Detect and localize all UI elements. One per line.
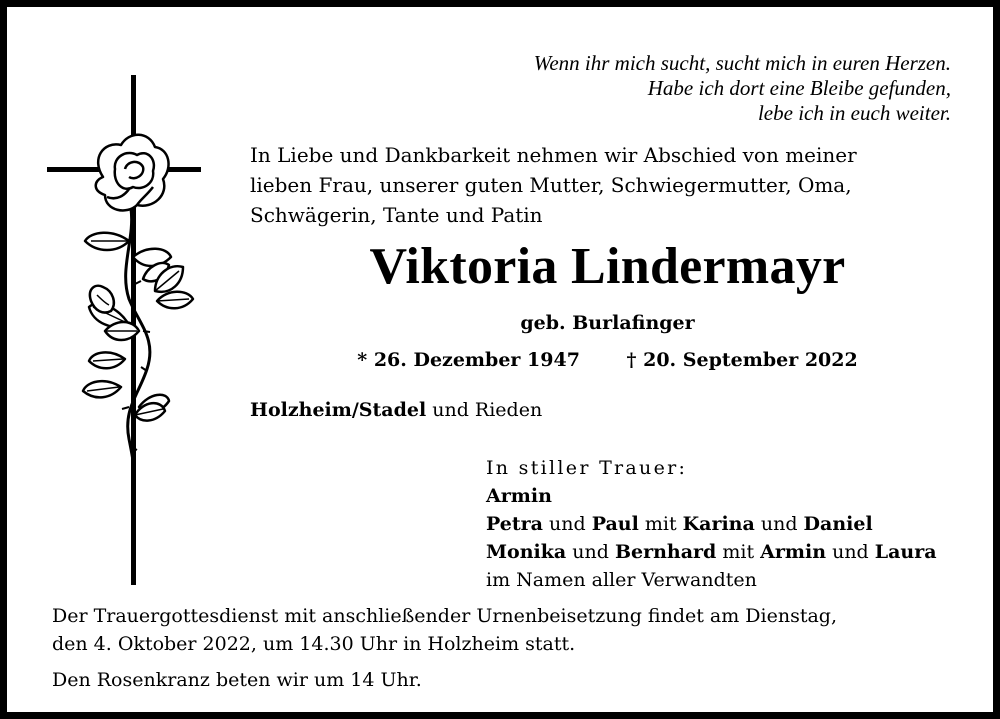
maiden-name: geb. Burlafinger <box>520 312 695 334</box>
mourner-name: Karina <box>682 513 755 535</box>
mourner-name: Bernhard <box>614 541 717 563</box>
residence-primary: Holzheim/Stadel <box>250 399 427 421</box>
residence-secondary: Rieden <box>474 399 543 421</box>
residence <box>250 395 542 425</box>
mourner-connector: mit <box>638 513 683 535</box>
life-dates <box>250 345 965 375</box>
poem-line: lebe ich in euch weiter. <box>757 101 951 125</box>
mourner-name: Armin <box>486 485 552 507</box>
intro-line: In Liebe und Dankbarkeit nehmen wir Abschied von meiner <box>250 143 857 167</box>
mourner-name: Armin <box>760 541 827 563</box>
poem-line: Wenn ihr mich sucht, sucht mich in euren Herzen. <box>533 51 951 75</box>
cross-with-rose-icon <box>43 69 213 589</box>
service-info <box>52 602 972 694</box>
intro-line: lieben Frau, unserer guten Mutter, Schwiegermutter, Oma, <box>250 173 852 197</box>
service-line: Der Trauergottesdienst mit anschließender Urnenbeisetzung findet am Dienstag, <box>52 605 838 627</box>
service-line: den 4. Oktober 2022, um 14.30 Uhr in Holzheim statt. <box>52 633 576 655</box>
poem <box>534 51 951 126</box>
mourner-connector: und <box>542 513 592 535</box>
mourners-line <box>486 538 937 566</box>
mourner-name: Monika <box>486 541 567 563</box>
death-date: † 20. September 2022 <box>626 349 858 371</box>
mourner-name: Laura <box>874 541 937 563</box>
mourner-connector: und <box>826 541 875 563</box>
intro-line: Schwägerin, Tante und Patin <box>250 203 543 227</box>
mourners-closing: im Namen aller Verwandten <box>486 569 757 591</box>
poem-line: Habe ich dort eine Bleibe gefunden, <box>647 76 951 100</box>
deceased-name: Viktoria Lindermayr <box>369 238 846 295</box>
mourner-name: Paul <box>591 513 639 535</box>
mourner-connector: und <box>754 513 804 535</box>
mourners-heading: In stiller Trauer: <box>486 457 688 479</box>
intro-text <box>250 140 950 230</box>
birth-date: * 26. Dezember 1947 <box>357 349 580 371</box>
mourners-block <box>486 454 937 594</box>
mourner-name: Petra <box>486 513 543 535</box>
mourners-line <box>486 482 937 510</box>
mourner-name: Daniel <box>803 513 873 535</box>
residence-connector: und <box>426 399 475 421</box>
mourner-connector: mit <box>716 541 761 563</box>
mourner-connector: und <box>566 541 615 563</box>
mourners-line <box>486 510 937 538</box>
rosary-line: Den Rosenkranz beten wir um 14 Uhr. <box>52 669 422 691</box>
